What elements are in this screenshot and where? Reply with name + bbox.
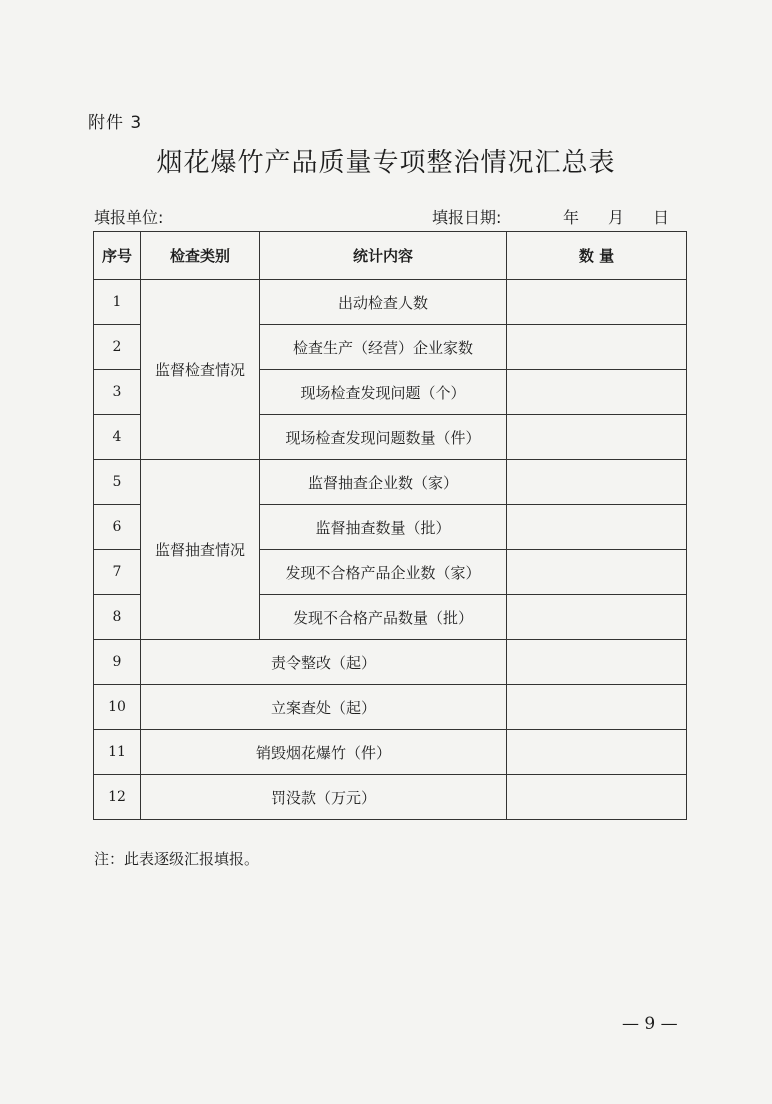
row-number: 1 [94,280,141,325]
quantity-cell[interactable] [507,370,687,415]
content-cell: 罚没款（万元） [141,775,507,820]
table-header-row [94,232,687,280]
header-quantity: 数 量 [507,232,687,280]
quantity-cell[interactable] [507,460,687,505]
table-row [94,640,687,685]
category-cell: 监督检查情况 [141,280,260,460]
content-cell: 责令整改（起） [141,640,507,685]
quantity-cell[interactable] [507,505,687,550]
page-title: 烟花爆竹产品质量专项整治情况汇总表 [156,148,616,178]
row-number: 12 [94,775,141,820]
row-number: 3 [94,370,141,415]
table-row [94,775,687,820]
quantity-cell[interactable] [507,325,687,370]
content-cell: 出动检查人数 [260,280,507,325]
table-row [94,685,687,730]
content-cell: 检查生产（经营）企业家数 [260,325,507,370]
quantity-cell[interactable] [507,640,687,685]
page-number: — 9 — [622,1014,678,1034]
fill-unit-label: 填报单位: [94,208,164,227]
row-number: 8 [94,595,141,640]
row-number: 6 [94,505,141,550]
summary-table [93,231,687,820]
quantity-cell[interactable] [507,730,687,775]
header-category: 检查类别 [141,232,260,280]
row-number: 9 [94,640,141,685]
fill-date-label: 填报日期: [432,208,502,227]
row-number: 4 [94,415,141,460]
date-month-label: 月 [608,208,625,227]
table-row [94,730,687,775]
table-row [94,280,687,325]
row-number: 5 [94,460,141,505]
table-note: 注：此表逐级汇报填报。 [94,850,260,868]
content-cell: 发现不合格产品数量（批） [260,595,507,640]
date-day-label: 日 [653,208,670,227]
attachment-label: 附件 3 [88,113,143,133]
row-number: 7 [94,550,141,595]
table-row [94,460,687,505]
date-year-label: 年 [563,208,580,227]
content-cell: 发现不合格产品企业数（家） [260,550,507,595]
header-no: 序号 [94,232,141,280]
quantity-cell[interactable] [507,415,687,460]
content-cell: 监督抽查数量（批） [260,505,507,550]
quantity-cell[interactable] [507,685,687,730]
row-number: 11 [94,730,141,775]
quantity-cell[interactable] [507,595,687,640]
content-cell: 现场检查发现问题（个） [260,370,507,415]
content-cell: 立案查处（起） [141,685,507,730]
category-cell: 监督抽查情况 [141,460,260,640]
quantity-cell[interactable] [507,280,687,325]
quantity-cell[interactable] [507,775,687,820]
row-number: 10 [94,685,141,730]
content-cell: 销毁烟花爆竹（件） [141,730,507,775]
row-number: 2 [94,325,141,370]
header-content: 统计内容 [260,232,507,280]
quantity-cell[interactable] [507,550,687,595]
content-cell: 监督抽查企业数（家） [260,460,507,505]
content-cell: 现场检查发现问题数量（件） [260,415,507,460]
